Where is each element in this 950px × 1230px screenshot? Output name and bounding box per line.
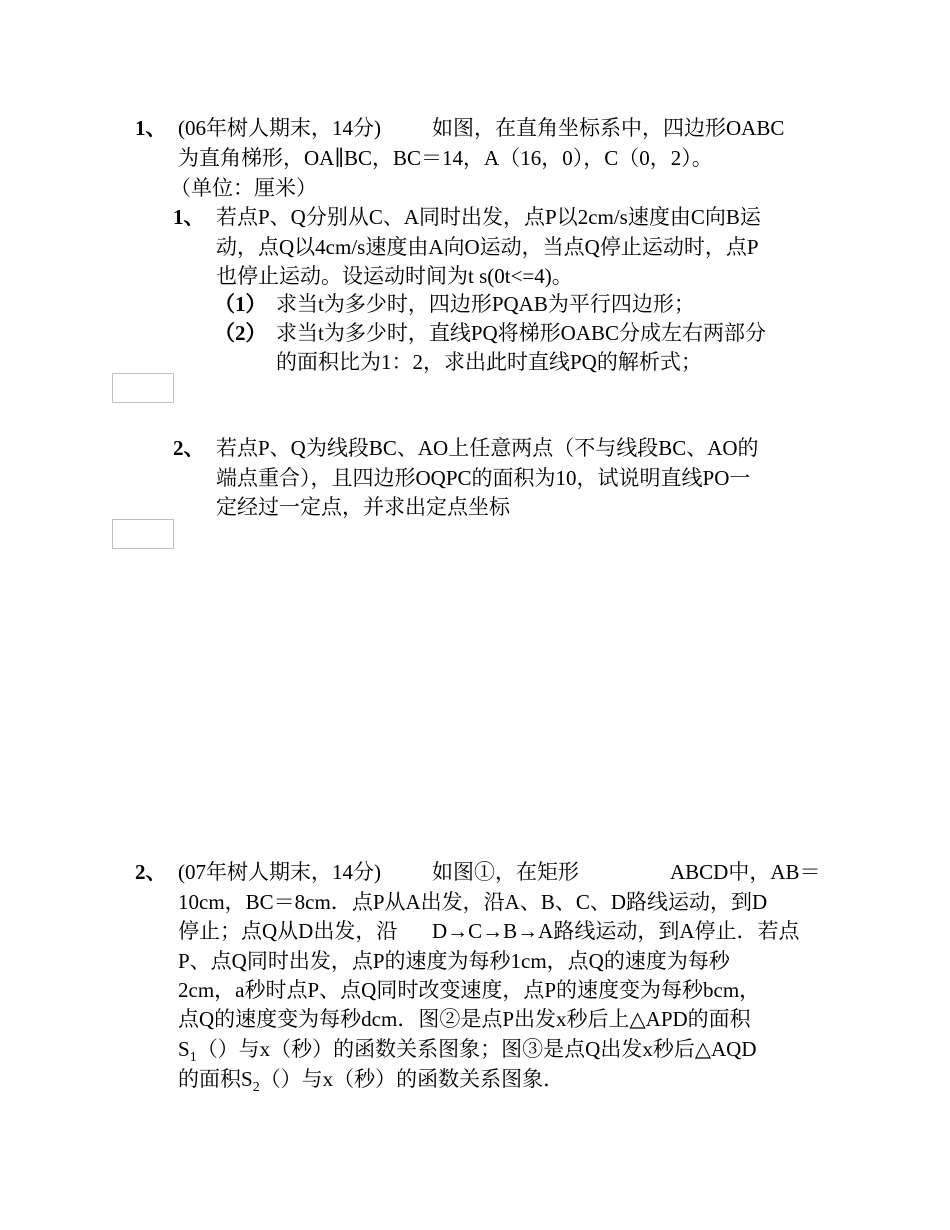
- problem-2-number: 2、: [135, 860, 167, 884]
- problem-2-text: 如图①，在矩形: [432, 860, 579, 884]
- subquestion-1-number: 1、: [173, 205, 205, 229]
- problem-1-intro-line: （单位：厘米）: [170, 176, 317, 200]
- subquestion-2-line: 端点重合），且四边形OQPC的面积为10，试说明直线PO一: [216, 466, 751, 490]
- subquestion-2-line: 若点P、Q为线段BC、AO上任意两点（不与线段BC、AO的: [216, 436, 759, 460]
- subquestion-1-line: 也停止运动。设运动时间为t s(0t<=4)。: [216, 264, 573, 288]
- problem-2-text: ABCD中，AB＝: [670, 860, 821, 884]
- problem-2-text: D→C→B→A路线运动，到A停止．若点: [432, 919, 800, 943]
- part-2-number: （2）: [214, 321, 267, 345]
- problem-2-text: P、点Q同时出发，点P的速度为每秒1cm，点Q的速度为每秒: [178, 949, 730, 973]
- problem-1-number: 1、: [135, 116, 167, 140]
- part-2-line: 求当t为多少时，直线PQ将梯形OABC分成左右两部分: [276, 321, 767, 345]
- problem-2-text: [178, 1034, 757, 1064]
- part-1-text: 求当t为多少时，四边形PQAB为平行四边形；: [276, 292, 695, 316]
- problem-2-source: (07年树人期末，14分): [178, 860, 381, 884]
- part-1-number: （1）: [214, 292, 267, 316]
- s2-symbol: 的面积S: [178, 1067, 253, 1091]
- subquestion-2-number: 2、: [173, 436, 205, 460]
- answer-box[interactable]: [112, 519, 174, 549]
- answer-box[interactable]: [112, 373, 174, 403]
- subquestion-1-line: 动，点Q以4cm/s速度由A向O运动，当点Q停止运动时，点P: [216, 235, 759, 259]
- problem-1-source: (06年树人期末，14分): [178, 116, 381, 140]
- problem-1-intro-line: 为直角梯形，OA∥BC，BC＝14，A（16，0），C（0，2）。: [178, 146, 713, 170]
- problem-2-text: 10cm，BC＝8cm．点P从A出发，沿A、B、C、D路线运动，到D: [178, 890, 768, 914]
- problem-2-text: 2cm，a秒时点P、点Q同时改变速度，点P的速度变为每秒bcm，: [178, 978, 761, 1002]
- s1-symbol: S: [178, 1037, 190, 1061]
- s1-subscript: 1: [189, 1050, 197, 1065]
- problem-2-text: 停止；点Q从D出发，沿: [178, 919, 398, 943]
- problem-1-intro-line: 如图，在直角坐标系中，四边形OABC: [432, 116, 785, 140]
- subquestion-2-line: 定经过一定点，并求出定点坐标: [216, 495, 510, 519]
- s1-text: （）与x（秒）的函数关系图象；图③是点Q出发x秒后△AQD: [196, 1037, 757, 1061]
- subquestion-1-line: 若点P、Q分别从C、A同时出发，点P以2cm/s速度由C向B运: [216, 205, 761, 229]
- problem-2-text: 点Q的速度变为每秒dcm．图②是点P出发x秒后上△APD的面积: [178, 1007, 751, 1031]
- part-2-line: 的面积比为1：2，求出此时直线PQ的解析式；: [276, 350, 702, 374]
- s2-text: （）与x（秒）的函数关系图象．: [259, 1067, 565, 1091]
- s2-subscript: 2: [252, 1080, 260, 1095]
- problem-2-text: [178, 1064, 564, 1094]
